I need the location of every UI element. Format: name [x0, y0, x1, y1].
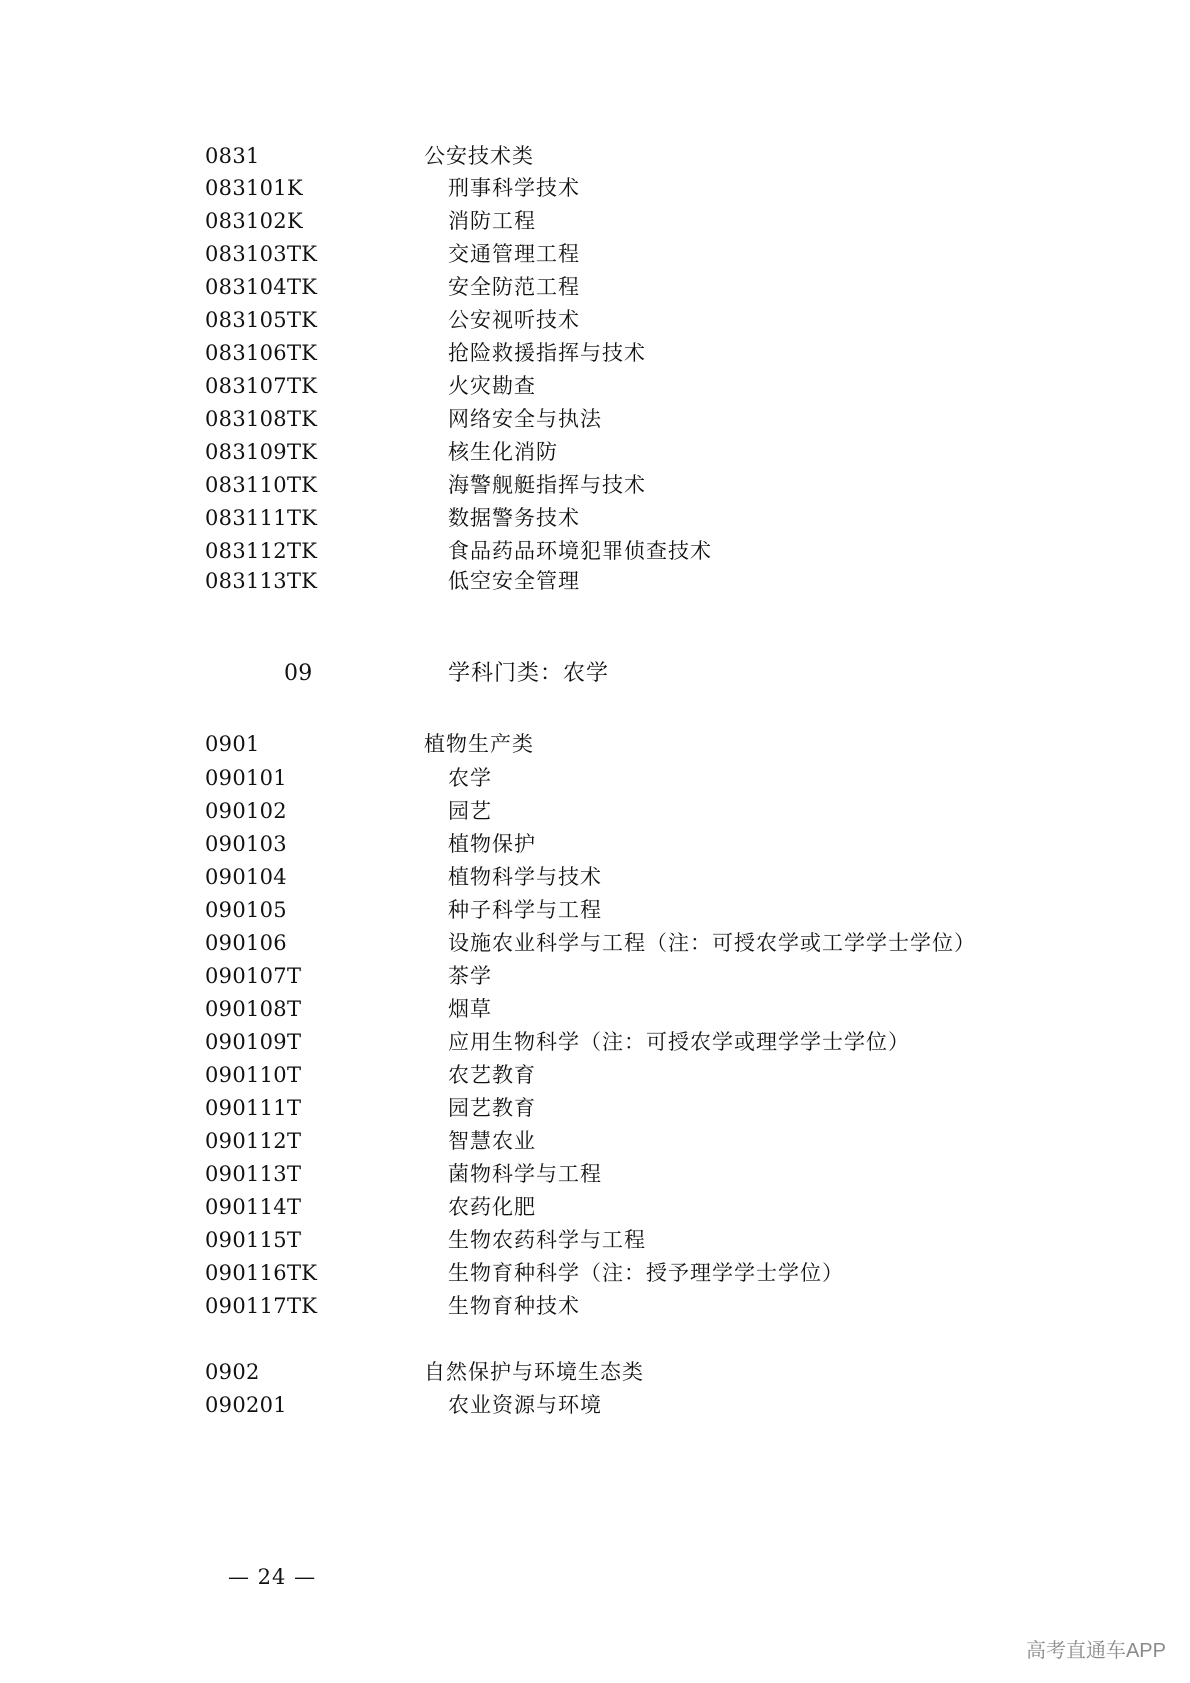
- major-row: [0, 795, 1190, 827]
- major-name: 植物保护: [448, 832, 536, 856]
- category-name: 植物生产类: [424, 732, 534, 756]
- major-code: 090102: [205, 799, 287, 823]
- watermark: 高考直通车APP: [1025, 1640, 1166, 1662]
- major-code: 090113T: [205, 1162, 302, 1186]
- major-code: 083108TK: [205, 407, 318, 431]
- major-name: 消防工程: [448, 209, 536, 233]
- major-row: [0, 1290, 1190, 1322]
- major-code: 083106TK: [205, 341, 318, 365]
- major-name: 设施农业科学与工程（注：可授农学或工学学士学位）: [448, 931, 976, 955]
- major-name: 种子科学与工程: [448, 898, 602, 922]
- major-name: 数据警务技术: [448, 506, 580, 530]
- category-code: 0902: [205, 1360, 260, 1384]
- major-name: 园艺教育: [448, 1096, 536, 1120]
- major-code: 090108T: [205, 997, 302, 1021]
- major-row: [0, 1026, 1190, 1058]
- major-name: 交通管理工程: [448, 242, 580, 266]
- major-row: [0, 370, 1190, 402]
- major-row: [0, 1224, 1190, 1256]
- major-name: 茶学: [448, 964, 492, 988]
- major-row: [0, 172, 1190, 204]
- category-name: 公安技术类: [424, 144, 534, 168]
- discipline-row: [0, 658, 1190, 690]
- major-code: 083109TK: [205, 440, 318, 464]
- major-code: 090104: [205, 865, 287, 889]
- major-row: [0, 1092, 1190, 1124]
- major-code: 090103: [205, 832, 287, 856]
- major-row: [0, 1158, 1190, 1190]
- category-name: 自然保护与环境生态类: [424, 1360, 644, 1384]
- major-row: [0, 469, 1190, 501]
- major-name: 农学: [448, 766, 492, 790]
- major-code: 090107T: [205, 964, 302, 988]
- category-row: [0, 140, 1190, 172]
- category-code: 0831: [205, 144, 260, 168]
- major-name: 抢险救援指挥与技术: [448, 341, 646, 365]
- major-code: 083104TK: [205, 275, 318, 299]
- major-name: 园艺: [448, 799, 492, 823]
- category-code: 0901: [205, 732, 260, 756]
- discipline-name: 学科门类：农学: [448, 661, 610, 686]
- major-name: 公安视听技术: [448, 308, 580, 332]
- major-name: 核生化消防: [448, 440, 558, 464]
- major-row: [0, 927, 1190, 959]
- category-row: [0, 728, 1190, 760]
- major-row: [0, 502, 1190, 534]
- major-name: 生物农药科学与工程: [448, 1228, 646, 1252]
- major-row: [0, 861, 1190, 893]
- major-name: 植物科学与技术: [448, 865, 602, 889]
- major-name: 生物育种技术: [448, 1294, 580, 1318]
- major-name: 食品药品环境犯罪侦查技术: [448, 539, 712, 563]
- major-code: 090114T: [205, 1195, 302, 1219]
- major-row: [0, 304, 1190, 336]
- major-row: [0, 1191, 1190, 1223]
- major-row: [0, 238, 1190, 270]
- major-name: 海警舰艇指挥与技术: [448, 473, 646, 497]
- major-row: [0, 436, 1190, 468]
- major-row: [0, 535, 1190, 567]
- major-code: 090109T: [205, 1030, 302, 1054]
- major-row: [0, 271, 1190, 303]
- major-name: 农艺教育: [448, 1063, 536, 1087]
- major-code: 083110TK: [205, 473, 318, 497]
- major-name: 农药化肥: [448, 1195, 536, 1219]
- major-row: [0, 205, 1190, 237]
- major-row: [0, 1257, 1190, 1289]
- major-name: 生物育种科学（注：授予理学学士学位）: [448, 1261, 844, 1285]
- major-row: [0, 1389, 1190, 1421]
- major-code: 083111TK: [205, 506, 318, 530]
- major-name: 刑事科学技术: [448, 176, 580, 200]
- major-name: 农业资源与环境: [448, 1393, 602, 1417]
- major-row: [0, 894, 1190, 926]
- major-code: 083105TK: [205, 308, 318, 332]
- major-row: [0, 1125, 1190, 1157]
- page-number: — 24 —: [228, 1565, 317, 1589]
- major-row: [0, 403, 1190, 435]
- major-name: 菌物科学与工程: [448, 1162, 602, 1186]
- major-code: 083101K: [205, 176, 303, 200]
- major-row: [0, 762, 1190, 794]
- major-code: 090111T: [205, 1096, 302, 1120]
- major-code: 083103TK: [205, 242, 318, 266]
- major-row: [0, 337, 1190, 369]
- major-code: 090110T: [205, 1063, 302, 1087]
- major-code: 090112T: [205, 1129, 302, 1153]
- major-code: 090115T: [205, 1228, 302, 1252]
- major-code: 083107TK: [205, 374, 318, 398]
- major-code: 083102K: [205, 209, 303, 233]
- discipline-code: 09: [284, 661, 313, 686]
- major-name: 低空安全管理: [448, 569, 580, 593]
- major-row: [0, 828, 1190, 860]
- major-row: [0, 993, 1190, 1025]
- major-code: 083113TK: [205, 569, 318, 593]
- major-code: 083112TK: [205, 539, 318, 563]
- major-code: 090117TK: [205, 1294, 318, 1318]
- major-code: 090101: [205, 766, 287, 790]
- major-code: 090116TK: [205, 1261, 318, 1285]
- major-name: 网络安全与执法: [448, 407, 602, 431]
- category-row: [0, 1356, 1190, 1388]
- major-name: 烟草: [448, 997, 492, 1021]
- major-code: 090201: [205, 1393, 287, 1417]
- major-name: 智慧农业: [448, 1129, 536, 1153]
- major-row: [0, 565, 1190, 597]
- major-row: [0, 960, 1190, 992]
- major-name: 应用生物科学（注：可授农学或理学学士学位）: [448, 1030, 910, 1054]
- major-row: [0, 1059, 1190, 1091]
- major-code: 090106: [205, 931, 287, 955]
- major-name: 火灾勘查: [448, 374, 536, 398]
- major-name: 安全防范工程: [448, 275, 580, 299]
- major-code: 090105: [205, 898, 287, 922]
